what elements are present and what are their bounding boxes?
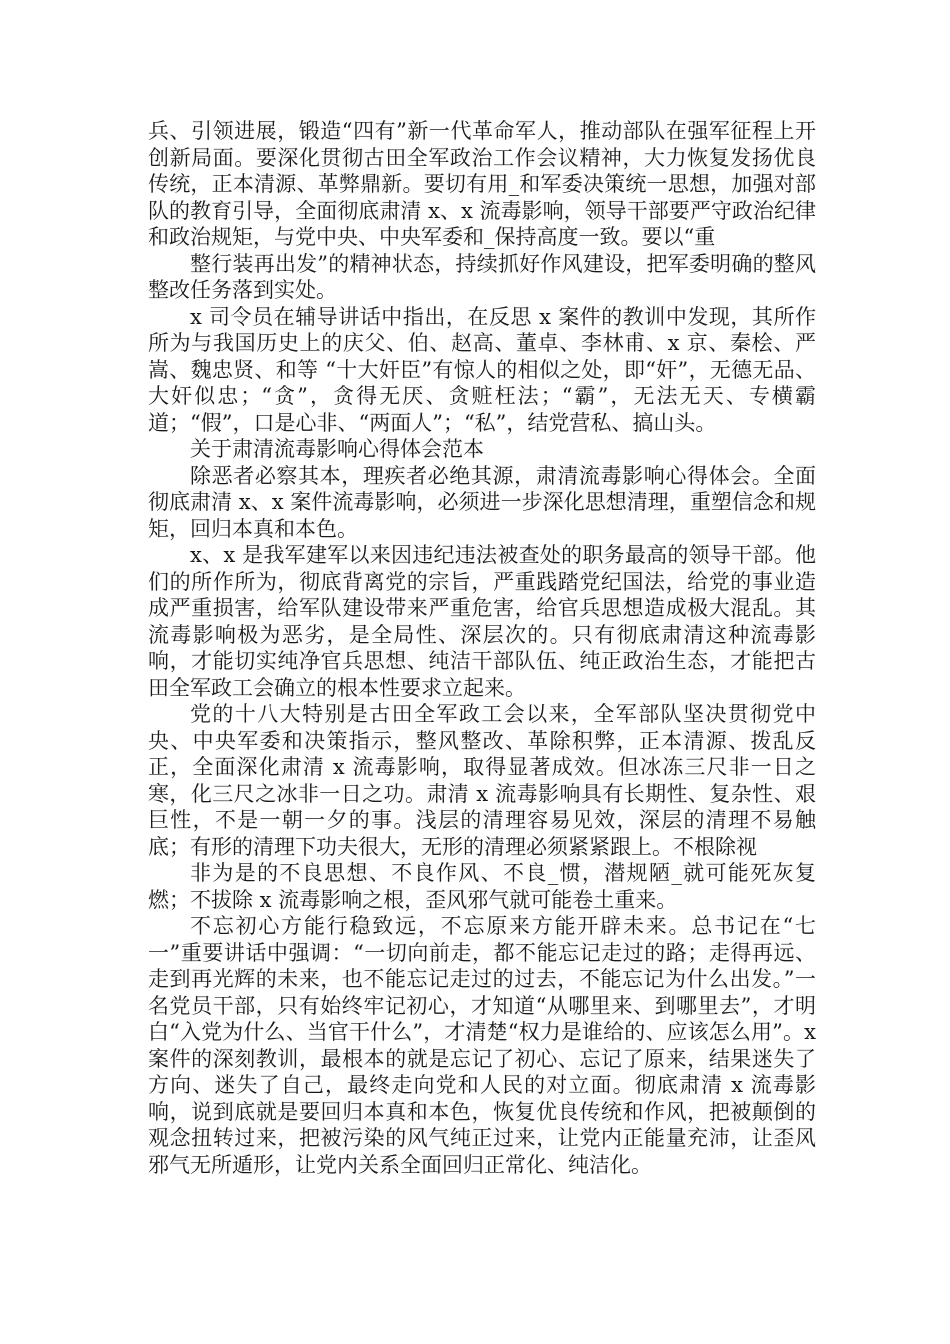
paragraph: x 司令员在辅导讲话中指出，在反思 x 案件的教训中发现，其所作所为与我国历史上的庆父、伯、赵高、董卓、李林甫、x 京、秦桧、严嵩、魏忠贤、和等 “十大奸臣”有惊人的相似之处，即“奸”，无德无品、大奸似忠；“贪”，贪得无厌、贪赃枉法；“霸”，无法无天、专横霸道；“假”，口是心非、“两面人”；“私”，结党营私、搞山头。: [148, 304, 816, 435]
paragraph: 不忘初心方能行稳致远，不忘原来方能开辟未来。总书记在“七一”重要讲话中强调：“一切向前走，都不能忘记走过的路；走得再远、走到再光辉的未来，也不能忘记走过的过去，不能忘记为什么出发。”一名党员干部，只有始终牢记初心，才知道“从哪里来、到哪里去”，才明白“入党为什么、当官干什么”，才清楚“权力是谁给的、应该怎么用”。x 案件的深刻教训，最根本的就是忘记了初心、忘记了原来，结果迷失了方向、迷失了自己，最终走向党和人民的对立面。彻底肃清 x 流毒影响，说到底就是要回归本真和本色，恢复优良传统和作风，把被颠倒的观念扭转过来，把被污染的风气纯正过来，让党内正能量充沛，让歪风邪气无所遁形，让党内关系全面回归正常化、纯洁化。: [148, 914, 816, 1177]
paragraph: x、x 是我军建军以来因违纪违法被查处的职务最高的领导干部。他们的所作所为，彻底背离党的宗旨，严重践踏党纪国法，给党的事业造成严重损害，给军队建设带来严重危害，给官兵思想造成极大混乱。其流毒影响极为恶劣，是全局性、深层次的。只有彻底肃清这种流毒影响，才能切实纯净官兵思想、纯洁干部队伍、纯正政治生态，才能把古田全军政工会确立的根本性要求立起来。: [148, 543, 816, 700]
paragraph: 党的十八大特别是古田全军政工会以来，全军部队坚决贯彻党中央、中央军委和决策指示，整风整改、革除积弊，正本清源、拨乱反正，全面深化肃清 x 流毒影响，取得显著成效。但冰冻三尺非一日之寒，化三尺之冰非一日之功。肃清 x 流毒影响具有长期性、复杂性、艰巨性，不是一朝一夕的事。浅层的清理容易见效，深层的清理不易触底；有形的清理下功夫很大，无形的清理必须紧紧跟上。不根除视: [148, 702, 816, 859]
paragraph: 非为是的不良思想、不良作风、不良_惯，潜规陋_就可能死灰复燃；不拔除 x 流毒影响之根，歪风邪气就可能卷土重来。: [148, 861, 816, 912]
paragraph: 兵、引领进展，锻造“四有”新一代革命军人，推动部队在强军征程上开创新局面。要深化贯彻古田全军政治工作会议精神，大力恢复发扬优良传统，正本清源、革弊鼎新。要切有用_和军委决策统一思想，加强对部队的教育引导，全面彻底肃清 x、x 流毒影响，领导干部要严守政治纪律和政治规矩，与党中央、中央军委和_保持高度一致。要以“重: [148, 119, 816, 249]
paragraph: 除恶者必察其本，理疾者必绝其源，肃清流毒影响心得体会。全面彻底肃清 x、x 案件流毒影响，必须进一步深化思想清理，重塑信念和规矩，回归本真和本色。: [148, 463, 816, 541]
section-heading: 关于肃清流毒影响心得体会范本: [190, 437, 484, 461]
paragraph: 整行装再出发”的精神状态，持续抓好作风建设，把军委明确的整风整改任务落到实处。: [148, 251, 816, 302]
document-body: [148, 118, 816, 1178]
